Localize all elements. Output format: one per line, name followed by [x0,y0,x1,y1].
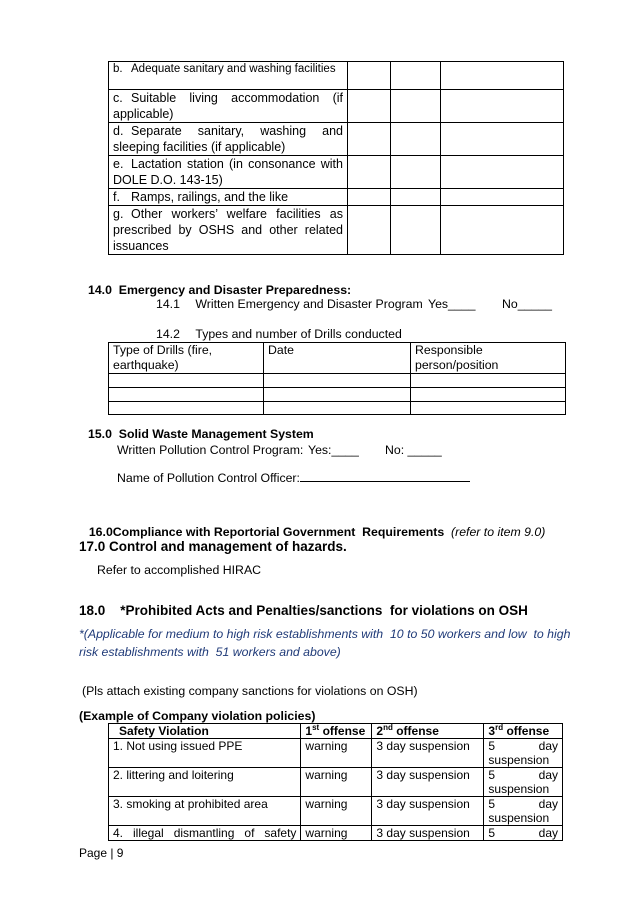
table-row: 4. illegal dismantling of safety warning 3 day suspension 5 day [109,826,563,841]
section-15-heading: 15.0 Solid Waste Management System [88,427,314,441]
facility-row-c: c. Suitable living accommodation (if applicable) [109,90,348,123]
pollution-officer-line [117,470,470,486]
drills-header-responsible: Responsible person/position [411,343,566,374]
section-17-text: Refer to accomplished HIRAC [97,563,262,577]
drills-header-type: Type of Drills (fire, earthquake) [109,343,264,374]
section-18-note-line1: *(Applicable for medium to high risk establishments with 10 to 50 workers and low to high [79,627,571,641]
pollution-program-yes: Yes:____ [308,443,359,457]
section-18-attach-note: (Pls attach existing company sanctions for violations on OSH) [82,684,418,698]
item-14-1 [156,297,566,312]
item-14-1-no: No_____ [502,297,552,311]
table-row: 3. smoking at prohibited area warning 3 day suspension 5 day suspension [109,797,563,826]
section-16-note: (refer to item 9.0) [451,525,546,539]
item-14-2-num: 14.2 [156,327,180,341]
section-17-heading: 17.0 Control and management of hazards. [79,539,347,554]
pollution-program-no: No: _____ [385,443,442,457]
table-row: 1. Not using issued PPE warning 3 day suspension 5 day suspension [109,739,563,768]
pollution-officer-label: Name of Pollution Control Officer: [117,471,300,485]
section-16 [82,510,545,540]
item-14-1-yes: Yes____ [428,297,476,311]
pollution-program-line [117,443,457,458]
section-16-heading: 16.0Compliance with Reportorial Government Requirements [88,525,445,539]
facility-row-g: g. Other workers’ welfare facilities as prescribed by OSHS and other related issuances [109,206,348,255]
section-18-note-line2: risk establishments with 51 workers and above) [79,645,341,659]
pollution-program-label: Written Pollution Control Program: [117,443,304,457]
facility-row-d: d. Separate sanitary, washing and sleeping facilities (if applicable) [109,123,348,156]
violations-header-violation: Safety Violation [109,724,301,739]
section-14-heading: 14.0 Emergency and Disaster Preparedness: [88,283,352,297]
facility-row-b: b. Adequate sanitary and washing facilities [109,62,348,90]
section-18-example-title: (Example of Company violation policies) [79,709,316,723]
violations-header-third: 3rd offense [484,724,563,739]
item-14-1-text: Written Emergency and Disaster Program [195,297,423,311]
facility-row-e: e. Lactation station (in consonance with DOLE D.O. 143-15) [109,156,348,189]
page-number: Page | 9 [79,846,124,860]
facility-row-f: f. Ramps, railings, and the like [109,189,348,206]
pollution-officer-blank [300,470,470,482]
facilities-table [108,61,564,255]
item-14-1-num: 14.1 [156,297,180,311]
drills-table [108,342,566,415]
drills-header-date: Date [264,343,411,374]
section-18-heading: 18.0 *Prohibited Acts and Penalties/sanctions for violations on OSH [79,603,528,618]
item-14-2 [156,327,402,342]
violations-header-second: 2nd offense [372,724,484,739]
violation-policies-table [108,723,563,841]
item-14-2-text: Types and number of Drills conducted [195,327,402,341]
violations-header-first: 1st offense [301,724,372,739]
table-row: 2. littering and loitering warning 3 day suspension 5 day suspension [109,768,563,797]
